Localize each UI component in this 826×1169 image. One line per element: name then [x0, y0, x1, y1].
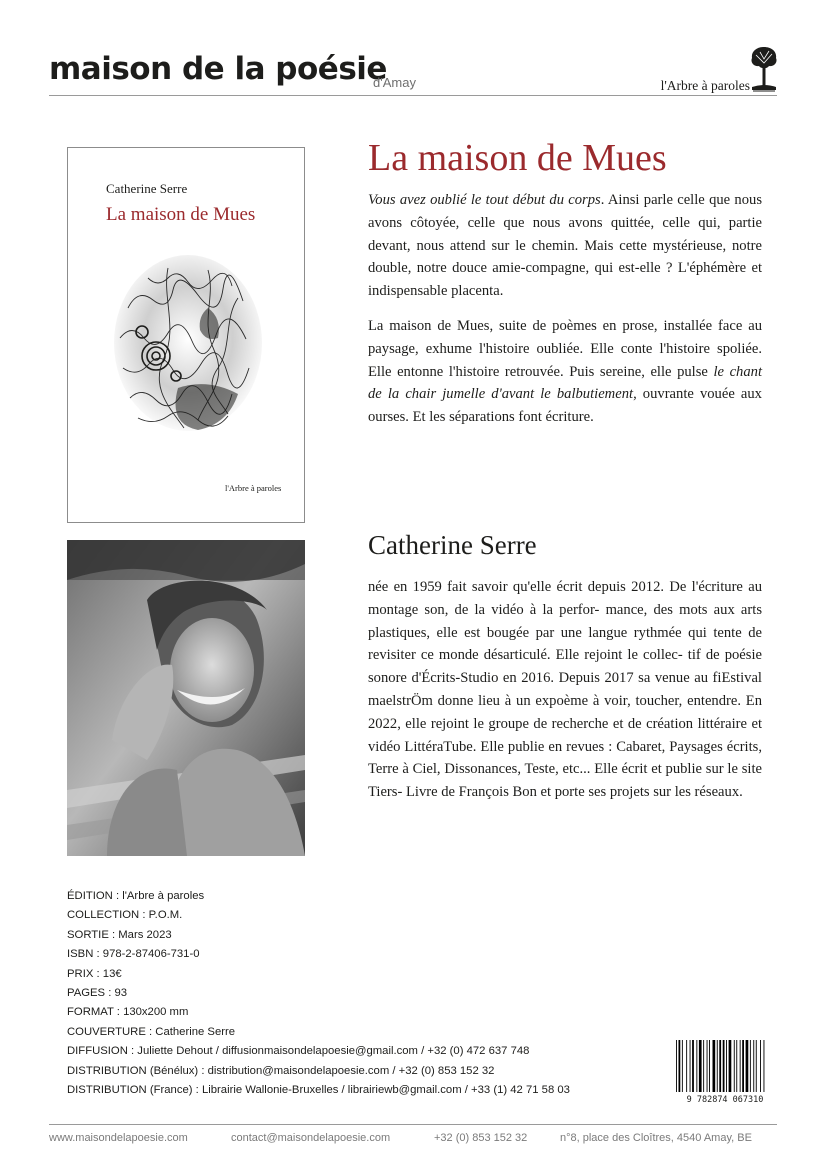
barcode-bar — [736, 1040, 737, 1092]
barcode-bar — [723, 1040, 725, 1092]
meta-line: DISTRIBUTION (Bénélux) : distribution@maisondelapoesie.com / +32 (0) 853 152 32 — [67, 1064, 495, 1077]
book-cover — [67, 147, 305, 523]
barcode-bar — [717, 1040, 718, 1092]
author-bio: née en 1959 fait savoir qu'elle écrit depuis 2012. De l'écriture au montage son, de la vidéo à la perfor- mance, des mots aux arts plastiques, elle est bougée par une langue rythmée qui tente de revisiter ce monde désarticulé. Elle rejoint le collec- tif de poésie sonore d'Écrits-Studio en 2016. Depuis 2017 sa venue au fiEstival maelstrÖm donne lieu à un expoème à voir, toucher, entendre. En 2022, elle rejoint le groupe de recherche et de création littéraire et vidéo LittéraTube. Elle publie en revues : Cabaret, Paysages écrits, Terre à Ciel, Dissonances, Teste, etc... Elle écrit et publie sur le site Tiers- Livre de François Bon et porte ses projets sur les réseaux. — [368, 579, 762, 801]
meta-line: DIFFUSION : Juliette Dehout / diffusionmaisondelapoesie@gmail.com / +32 (0) 472 637 748 — [67, 1045, 530, 1058]
barcode-bar — [682, 1040, 683, 1092]
barcode-bar — [699, 1040, 702, 1092]
meta-line: SORTIE : Mars 2023 — [67, 928, 172, 941]
author-name: Catherine Serre — [368, 530, 537, 560]
barcode-bar — [707, 1040, 708, 1092]
meta-line: ISBN : 978-2-87406-731-0 — [67, 948, 200, 961]
footer-website[interactable]: www.maisondelapoesie.com — [49, 1132, 188, 1144]
meta-line: ÉDITION : l'Arbre à paroles — [67, 890, 205, 902]
barcode-bar — [713, 1040, 716, 1092]
blurb-paragraph — [368, 315, 762, 429]
barcode-bar — [729, 1040, 732, 1092]
barcode-bar — [742, 1040, 744, 1092]
blurb-text: . Ainsi parle celle que nous avons côtoyée, celle que nous avons quittée, celle qui, partie devant, nous attend sur le chemin. Mais cette mystérieuse, notre double, notre douce amie-compagne, qui est-elle ? L'éphémère et indispensable placenta. — [368, 192, 762, 300]
footer-rule — [49, 1124, 777, 1125]
barcode-bar — [719, 1040, 721, 1092]
author-photo — [67, 540, 305, 856]
barcode-bar — [686, 1040, 687, 1092]
meta-line: COUVERTURE : Catherine Serre — [67, 1025, 236, 1038]
barcode-bar — [734, 1040, 735, 1092]
footer-phone: +32 (0) 853 152 32 — [434, 1132, 528, 1144]
book-blurb — [368, 189, 762, 441]
barcode-bar — [746, 1040, 749, 1092]
barcode-bar — [764, 1040, 765, 1092]
barcode-bar — [726, 1040, 727, 1092]
brand-title: maison de la poésie — [49, 51, 387, 87]
barcode-bar — [696, 1040, 697, 1092]
cover-publisher: l'Arbre à paroles — [225, 483, 282, 493]
barcode-bar — [690, 1040, 691, 1092]
barcode-bar — [676, 1040, 677, 1092]
header-rule — [49, 95, 777, 96]
barcode-bar — [692, 1040, 694, 1092]
meta-line: PAGES : 93 — [67, 987, 128, 1000]
barcode-bar — [709, 1040, 710, 1092]
meta-line: FORMAT : 130x200 mm — [67, 1006, 189, 1019]
cover-title: La maison de Mues — [106, 204, 256, 225]
barcode-bar — [756, 1040, 757, 1092]
blurb-quote: Vous avez oublié le tout début du corps — [368, 192, 601, 208]
cover-author: Catherine Serre — [106, 181, 188, 196]
publisher-name: l'Arbre à paroles — [660, 78, 750, 93]
blurb-text: , ouvrante vouée aux ourses. Et les séparations font écriture. — [368, 386, 762, 426]
meta-line: DISTRIBUTION (France) : Librairie Wallonie-Bruxelles / librairiewb@gmail.com / +33 (1) 42 71 58 03 — [67, 1084, 570, 1097]
blurb-text: La maison de Mues, suite de poèmes en prose, installée face au paysage, exhume l'histoire oubliée. Elle conte l'histoire spoliée. Elle entonne l'histoire retrouvée. Puis sereine, elle pulse — [368, 317, 762, 380]
barcode-bar — [679, 1040, 681, 1092]
barcode-bar — [753, 1040, 754, 1092]
book-metadata — [67, 887, 570, 1100]
meta-line: PRIX : 13€ — [67, 967, 122, 980]
meta-line: COLLECTION : P.O.M. — [67, 909, 183, 922]
cover-artwork — [108, 248, 268, 438]
blurb-quote: le chant de la chair jumelle d'avant le balbutiement — [368, 363, 762, 403]
brand-subtitle: d'Amay — [373, 75, 416, 90]
footer-email[interactable]: contact@maisondelapoesie.com — [231, 1132, 391, 1144]
tree-icon — [748, 43, 780, 93]
isbn-barcode — [672, 1040, 778, 1104]
book-title: La maison de Mues — [368, 137, 667, 179]
footer-address: n°8, place des Cloîtres, 4540 Amay, BE — [560, 1132, 752, 1144]
barcode-bar — [750, 1040, 751, 1092]
barcode-bar — [760, 1040, 761, 1092]
barcode-digits: 9 782874 067310 — [686, 1095, 764, 1104]
barcode-bar — [703, 1040, 704, 1092]
blurb-paragraph — [368, 189, 762, 303]
barcode-bar — [740, 1040, 741, 1092]
